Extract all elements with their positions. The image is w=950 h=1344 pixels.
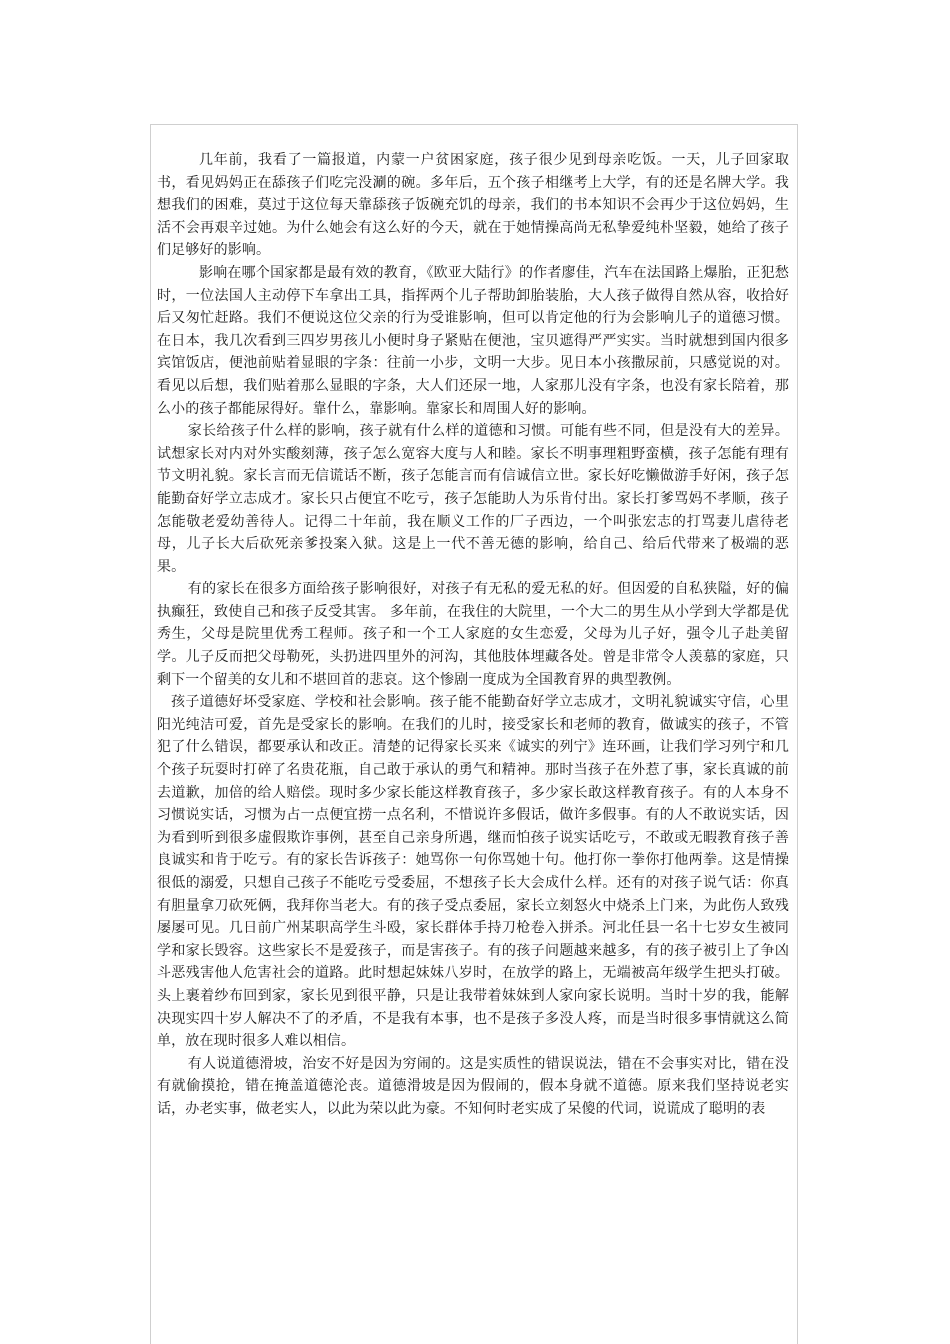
paragraph-5: 孩子道德好坏受家庭、学校和社会影响。孩子能不能勤奋好学立志成才，文明礼貌诚实守信，心里阳光纯洁可爱，首先是受家长的影响。在我们的儿时，接受家长和老师的教育，做诚实的孩子，不管犯了什么错误，都要承认和改正。清楚的记得家长买来《诚实的列宁》连环画，让我们学习列宁和几个孩子玩耍时打碎了名贵花瓶，自己敢于承认的勇气和精神。那时当孩子在外惹了事，家长真诚的前去道歉，加倍的给人赔偿。现时多少家长能这样教育孩子，多少家长敢这样教育孩子。有的人本身不习惯说实话，习惯为占一点便宜捞一点名利，不惜说许多假话，做许多假事。有的人不敢说实话，因为看到听到很多虚假欺诈事例，甚至自己亲身所遇，继而怕孩子说实话吃亏，不敢或无暇教育孩子善良诚实和肯于吃亏。有的家长告诉孩子：她骂你一句你骂她十句。他打你一拳你打他两拳。这是情操很低的溺爱，只想自己孩子不能吃亏受委屈，不想孩子长大会成什么样。还有的对孩子说气话：你真有胆量拿刀砍死俩，我拜你当老大。有的孩子受点委屈，家长立刻怒火中烧杀上门来，为此伤人致残屡屡可见。几日前广州某职高学生斗殴，家长群体手持刀枪卷入拼杀。河北任县一名十七岁女生被同学和家长毁容。这些家长不是爱孩子，而是害孩子。有的孩子问题越来越多，有的孩子被引上了争凶斗恶残害他人危害社会的道路。此时想起妹妹八岁时，在放学的路上，无端被高年级学生把头打破。头上裹着纱布回到家，家长见到很平静，只是让我带着妹妹到人家向家长说明。当时十岁的我，能解决现实四十岁人解决不了的矛盾，不是我有本事，也不是孩子多没人疼，而是当时很多事情就这么简单，放在现时很多人难以相信。 (157, 694, 789, 1050)
paragraph-3: 家长给孩子什么样的影响，孩子就有什么样的道德和习惯。可能有些不同，但是没有大的差异。试想家长对内对外实酸刻薄，孩子怎么宽容大度与人和睦。家长不明事理粗野蛮横，孩子怎能有理有节文明礼貌。家长言而无信谎话不断，孩子怎能言而有信诚信立世。家长好吃懒做游手好闲，孩子怎能勤奋好学立志成才。家长只占便宜不吃亏，孩子怎能助人为乐肯付出。家长打爹骂妈不孝顺，孩子怎能敬老爱幼善待人。记得二十年前，我在顺义工作的厂子西边，一个叫张宏志的打骂妻儿虐待老母，儿子长大后砍死亲爹投案入狱。这是上一代不善无德的影响，给自己、给后代带来了极端的恶果。 (157, 423, 789, 575)
paragraph-2: 影响在哪个国家都是最有效的教育，《欧亚大陆行》的作者廖佳，汽车在法国路上爆胎，正犯愁时，一位法国人主动停下车拿出工具，指挥两个儿子帮助卸胎装胎，大人孩子做得自然从容，收拾好后又匆忙赶路。我们不便说这位父亲的行为受谁影响，但可以肯定他的行为会影响儿子的道德习惯。在日本，我几次看到三四岁男孩儿小便时身子紧贴在便池，宝贝遮得严严实实。当时就想到国内很多宾馆饭店，便池前贴着显眼的字条：往前一小步，文明一大步。见日本小孩撒尿前，只感觉说的对。看见以后想，我们贴着那么显眼的字条，大人们还尿一地，人家那儿没有字条，也没有家长陪着，那么小的孩子都能尿得好。靠什么，靠影响。靠家长和周围人好的影响。 (157, 264, 789, 417)
paragraph-4: 有的家长在很多方面给孩子影响很好，对孩子有无私的爱无私的好。但因爱的自私狭隘，好的偏执癫狂，致使自己和孩子反受其害。 多年前，在我住的大院里，一个大二的男生从小学到大学都是优秀生，父母是院里优秀工程师。孩子和一个工人家庭的女生恋爱，父母为儿子好，强令儿子赴美留学。儿子反而把父母勒死，头扔进四里外的河沟，其他肢体埋藏各处。曾是非常令人羡慕的家庭，只剩下一个留美的女儿和不堪回首的悲哀。这个惨剧一度成为全国教育界的典型教例。 (157, 581, 789, 688)
paragraph-6: 有人说道德滑坡，治安不好是因为穷闹的。这是实质性的错误说法，错在不会事实对比，错在没有就偷摸抢，错在掩盖道德沦丧。道德滑坡是因为假闹的，假本身就不道德。原来我们坚持说老实话，办老实事，做老实人，以此为荣以此为豪。不知何时老实成了呆傻的代词，说谎成了聪明的表 (157, 1055, 789, 1117)
document-page (150, 124, 798, 1344)
paragraph-1: 几年前，我看了一篇报道，内蒙一户贫困家庭，孩子很少见到母亲吃饭。一天，儿子回家取书，看见妈妈正在舔孩子们吃完没涮的碗。多年后，五个孩子相继考上大学，有的还是名牌大学。我想我们的困难，莫过于这位每天靠舔孩子饭碗充饥的母亲，我们的书本知识不会再少于这位妈妈，生活不会再艰辛过她。为什么她会有这么好的今天，就在于她情操高尚无私挚爱纯朴坚毅，她给了孩子们足够好的影响。 (157, 152, 789, 259)
document-body (157, 149, 789, 1121)
